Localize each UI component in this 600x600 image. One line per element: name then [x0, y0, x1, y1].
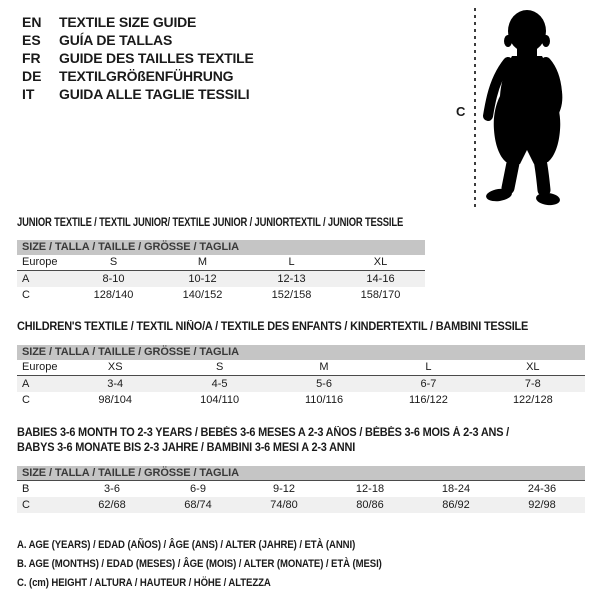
- value-cell: 80/86: [356, 499, 384, 511]
- table-rows: [17, 481, 585, 513]
- value-cell: 24-36: [527, 483, 557, 495]
- value-cell: 6-9: [190, 483, 206, 495]
- value-cell: 4-5: [211, 378, 228, 390]
- value-cell: 92/98: [528, 499, 556, 511]
- row-label: Europe: [22, 361, 58, 373]
- language-code: DE: [22, 68, 42, 84]
- height-dashed-line-icon: [474, 8, 476, 208]
- value-cell: 12-13: [277, 273, 306, 285]
- table-rows: [17, 360, 585, 408]
- guide-title: GUIDE DES TAILLES TEXTILE: [59, 50, 254, 66]
- value-cell: M: [197, 256, 208, 268]
- value-cell: 98/104: [98, 394, 133, 406]
- guide-title: GUIDA ALLE TAGLIE TESSILI: [59, 86, 250, 102]
- value-cell: 14-16: [366, 273, 395, 285]
- table-title-line: JUNIOR TEXTILE / TEXTIL JUNIOR/ TEXTILE JUNIOR / JUNIORTEXTIL / JUNIOR TESSILE: [17, 217, 404, 229]
- row-label: C: [22, 499, 30, 511]
- table-row-europe: [17, 360, 585, 376]
- value-cell: 5-6: [316, 378, 332, 390]
- footnote-line: A. AGE (YEARS) / EDAD (AÑOS) / ÂGE (ANS) / ALTER (JAHRE) / ETÀ (ANNI): [17, 539, 356, 551]
- value-cell: 18-24: [441, 483, 471, 495]
- row-label: B: [22, 483, 30, 495]
- value-cell: XL: [373, 256, 388, 268]
- row-label: Europe: [22, 256, 58, 268]
- footnote-line: C. (cm) HEIGHT / ALTURA / HAUTEUR / HÖHE / ALTEZZA: [17, 577, 271, 589]
- value-cell: 8-10: [102, 273, 125, 285]
- language-code: IT: [22, 86, 35, 102]
- language-row: [22, 49, 254, 67]
- value-cell: XL: [526, 361, 540, 373]
- junior-size-table: [17, 240, 425, 303]
- table-title-line: CHILDREN'S TEXTILE / TEXTIL NIÑO/A / TEXTILE DES ENFANTS / KINDERTEXTIL / BAMBINI TESSILE: [17, 321, 529, 333]
- value-cell: 152/158: [271, 289, 312, 301]
- size-header-bar: SIZE / TALLA / TAILLE / GRÖSSE / TAGLIA: [17, 466, 585, 481]
- value-cell: 12-18: [355, 483, 385, 495]
- value-cell: S: [215, 361, 224, 373]
- value-cell: 128/140: [93, 289, 134, 301]
- value-cell: 3-4: [107, 378, 124, 390]
- language-row: [22, 85, 254, 103]
- table-section-junior: [17, 216, 425, 303]
- value-cell: 3-6: [104, 483, 120, 495]
- table-title-junior: [17, 216, 425, 231]
- children-size-table: [17, 345, 585, 408]
- value-cell: 6-7: [420, 378, 437, 390]
- value-cell: 110/116: [304, 394, 344, 406]
- table-section-children: [17, 320, 585, 408]
- footnotes: [17, 536, 436, 593]
- table-section-babies: [17, 426, 585, 513]
- value-cell: 104/110: [200, 394, 240, 406]
- language-list: [22, 13, 254, 103]
- table-row-a: [17, 376, 585, 392]
- guide-title: TEXTILGRÖßENFÜHRUNG: [59, 68, 234, 84]
- guide-title: GUÍA DE TALLAS: [59, 32, 173, 48]
- value-cell: 68/74: [184, 499, 212, 511]
- height-measure-label: C: [456, 104, 466, 119]
- language-code: EN: [22, 14, 42, 30]
- value-cell: S: [109, 256, 118, 268]
- table-row-c: [17, 497, 585, 513]
- value-cell: 140/152: [182, 289, 223, 301]
- row-label: C: [22, 394, 30, 406]
- language-row: [22, 67, 254, 85]
- value-cell: L: [425, 361, 432, 373]
- table-title-babies: [17, 426, 585, 456]
- value-cell: 122/128: [512, 394, 553, 406]
- value-cell: M: [319, 361, 329, 373]
- value-cell: 7-8: [524, 378, 541, 390]
- value-cell: L: [288, 256, 295, 268]
- value-cell: 74/80: [270, 499, 298, 511]
- baby-silhouette-icon: [482, 8, 572, 208]
- row-label: C: [22, 289, 30, 301]
- size-header-bar: SIZE / TALLA / TAILLE / GRÖSSE / TAGLIA: [17, 345, 585, 360]
- value-cell: 9-12: [272, 483, 296, 495]
- babies-size-table: [17, 466, 585, 513]
- table-row-c: [17, 287, 425, 303]
- value-cell: XS: [107, 361, 123, 373]
- table-title-line: BABIES 3-6 MONTH TO 2-3 YEARS / BEBÉS 3-6 MESES A 2-3 AÑOS / BÉBÉS 3-6 MOIS À 2-3 ANS /: [17, 427, 510, 439]
- guide-title: TEXTILE SIZE GUIDE: [59, 14, 197, 30]
- language-code: ES: [22, 32, 41, 48]
- table-row-europe: [17, 255, 425, 271]
- table-rows: [17, 255, 425, 303]
- value-cell: 10-12: [188, 273, 217, 285]
- value-cell: 86/92: [442, 499, 470, 511]
- language-row: [22, 31, 254, 49]
- table-row-c: [17, 392, 585, 408]
- row-label: A: [22, 378, 30, 390]
- value-cell: 116/122: [408, 394, 448, 406]
- language-row: [22, 13, 254, 31]
- table-row-b: [17, 481, 585, 497]
- table-title-children: [17, 320, 585, 335]
- size-header-bar: SIZE / TALLA / TAILLE / GRÖSSE / TAGLIA: [17, 240, 425, 255]
- value-cell: 158/170: [360, 289, 401, 301]
- table-row-a: [17, 271, 425, 287]
- language-code: FR: [22, 50, 41, 66]
- row-label: A: [22, 273, 30, 285]
- footnote-line: B. AGE (MONTHS) / EDAD (MESES) / ÂGE (MOIS) / ALTER (MONATE) / ETÀ (MESI): [17, 558, 382, 570]
- table-title-line: BABYS 3-6 MONATE BIS 2-3 JAHRE / BAMBINI 3-6 MESI A 2-3 ANNI: [17, 442, 356, 454]
- value-cell: 62/68: [98, 499, 126, 511]
